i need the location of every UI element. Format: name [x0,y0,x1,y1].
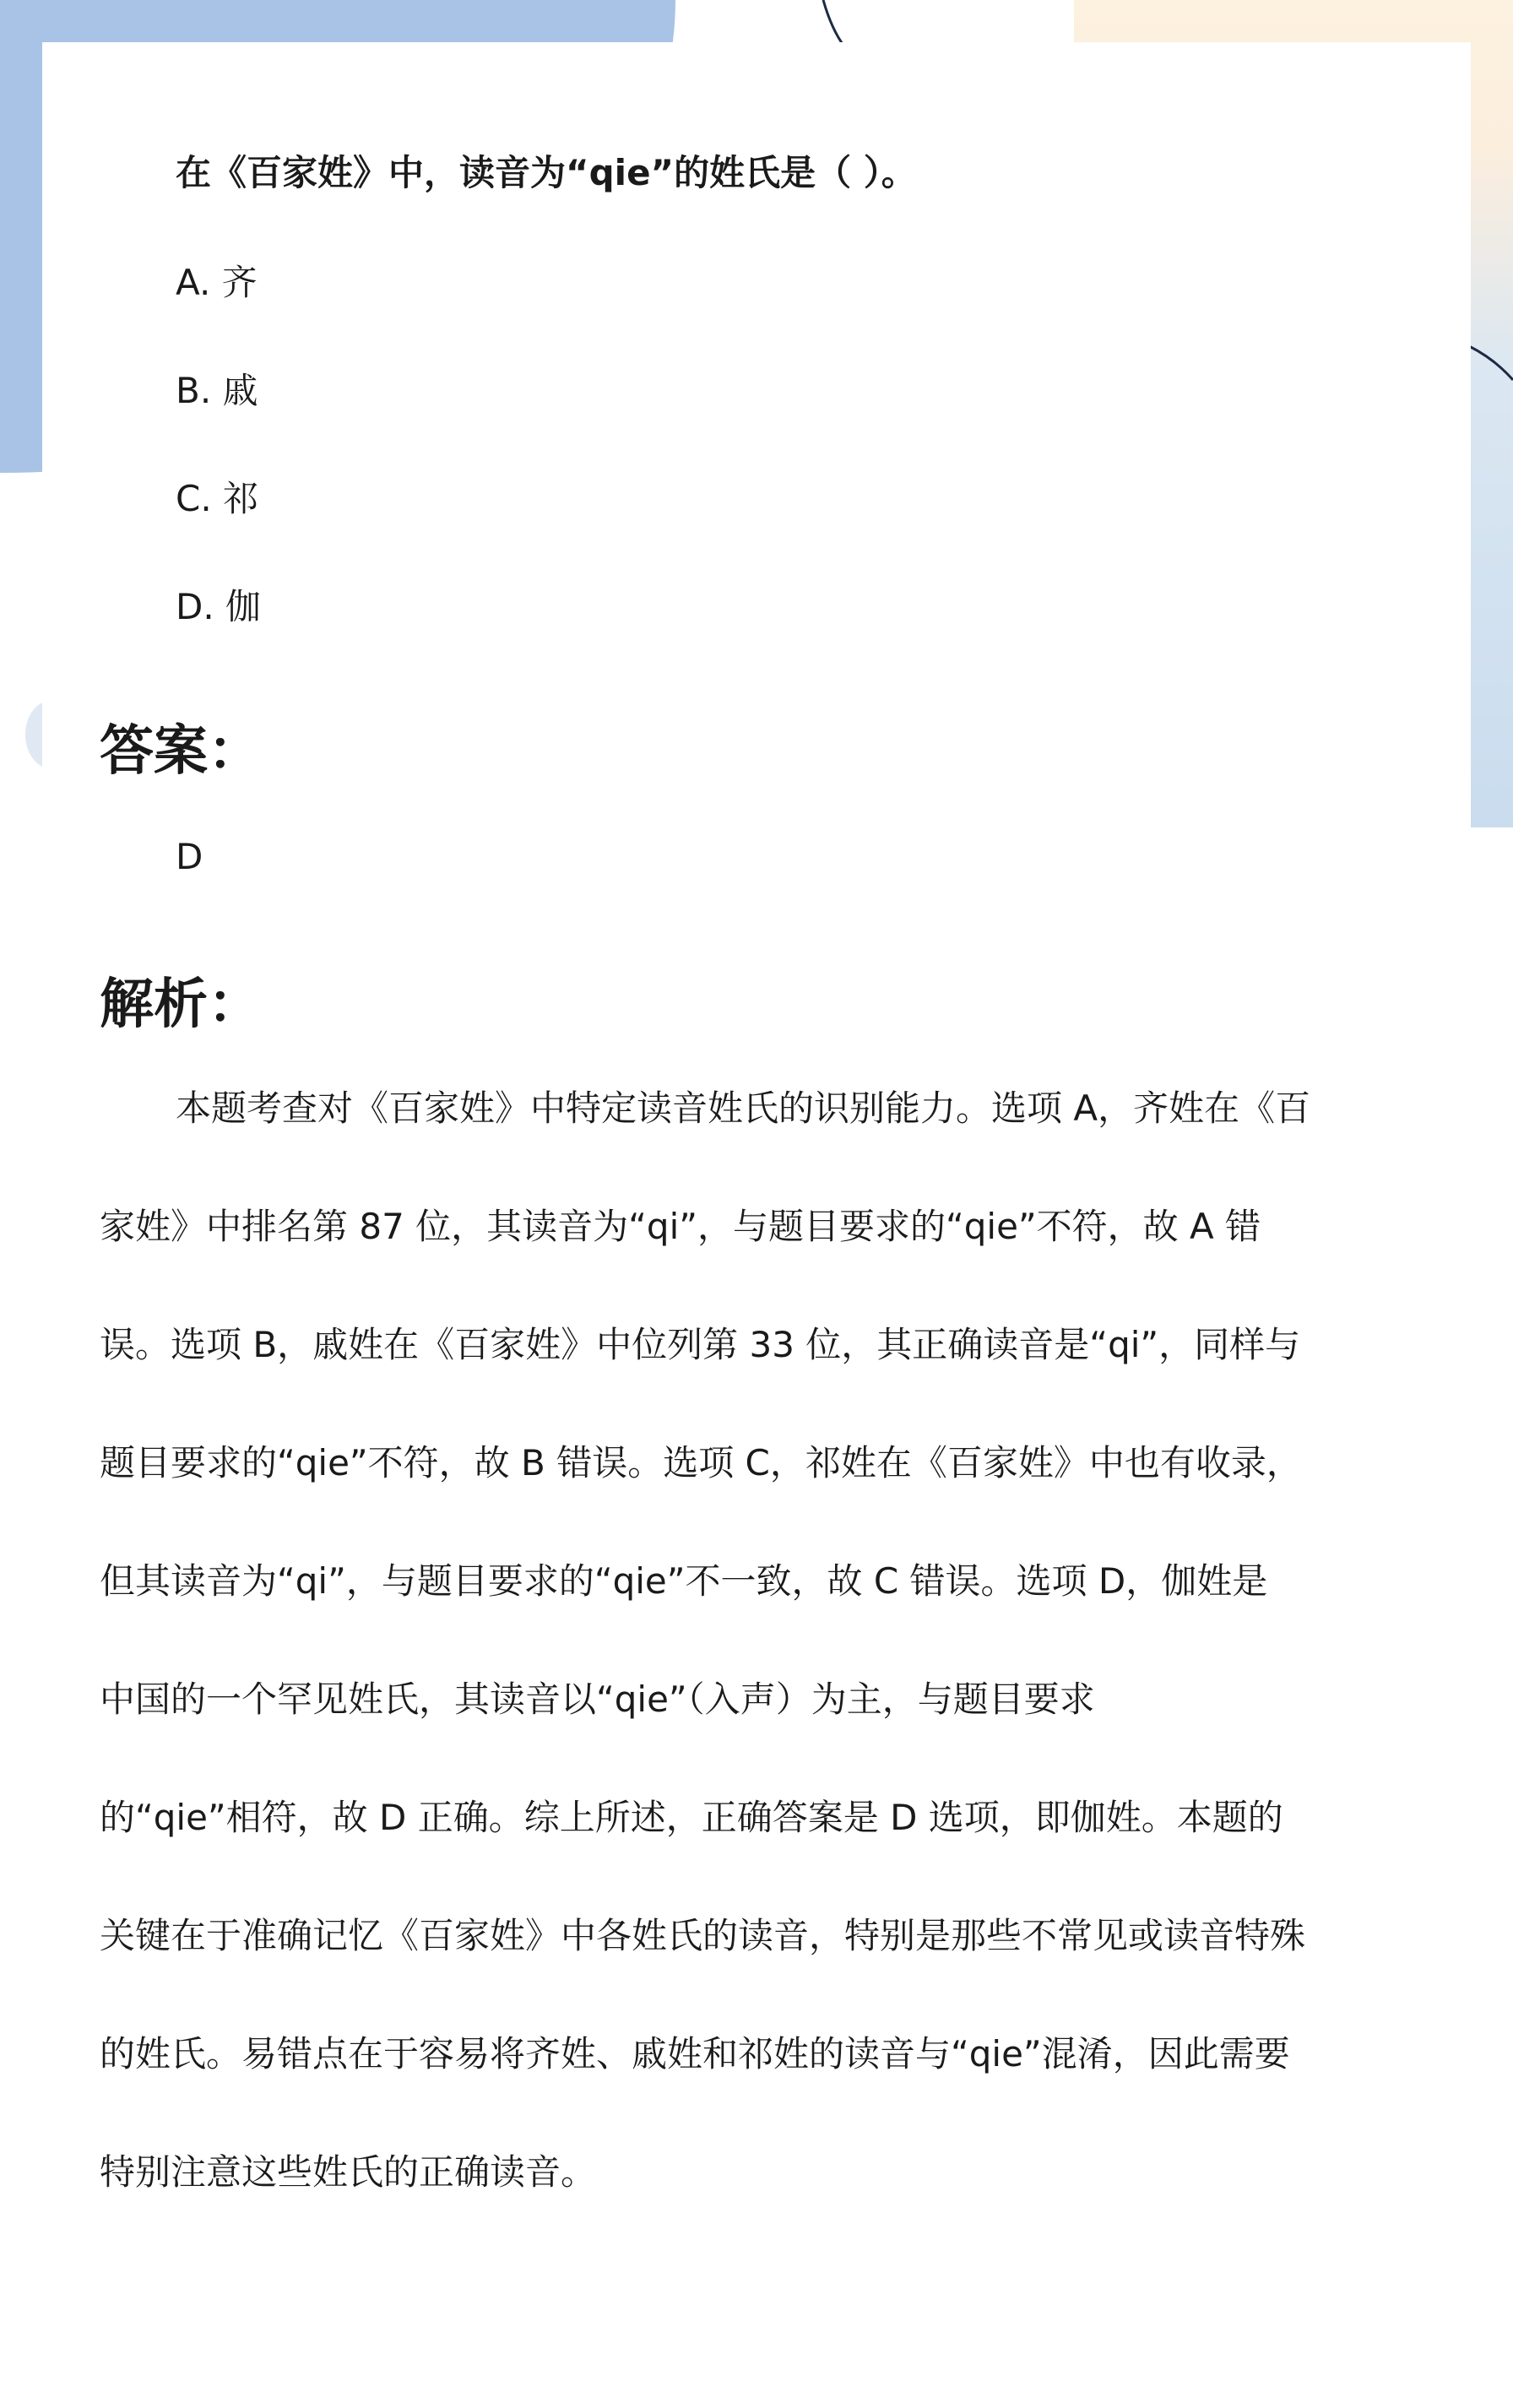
analysis-line: 家姓》中排名第 87 位，其读音为“qi”，与题目要求的“qie”不符，故 A 错 [100,1206,1261,1247]
analysis-title: 解析： [100,974,262,1036]
analysis-line: 的“qie”相符，故 D 正确。综上所述，正确答案是 D 选项，即伽姓。本题的 [100,1797,1283,1838]
option-c: C. 祁 [176,478,259,519]
analysis-line: 的姓氏。易错点在于容易将齐姓、戚姓和祁姓的读音与“qie”混淆，因此需要 [100,2033,1290,2074]
option-b: B. 戚 [176,370,258,411]
analysis-line: 但其读音为“qi”，与题目要求的“qie”不一致，故 C 错误。选项 D，伽姓是 [100,1560,1268,1602]
analysis-line: 特别注意这些姓氏的正确读音。 [100,2151,597,2193]
analysis-line: 中国的一个罕见姓氏，其读音以“qie”（入声）为主，与题目要求 [100,1679,1095,1720]
question-stem: 在《百家姓》中，读音为“qie”的姓氏是（ ）。 [176,152,917,193]
answer-value: D [176,836,203,877]
option-a: A. 齐 [176,262,258,303]
analysis-line: 题目要求的“qie”不符，故 B 错误。选项 C，祁姓在《百家姓》中也有收录， [100,1442,1302,1483]
analysis-line: 本题考查对《百家姓》中特定读音姓氏的识别能力。选项 A，齐姓在《百 [176,1087,1311,1129]
answer-title: 答案： [100,720,262,783]
analysis-line: 误。选项 B，戚姓在《百家姓》中位列第 33 位，其正确读音是“qi”，同样与 [100,1324,1301,1365]
analysis-line: 关键在于准确记忆《百家姓》中各姓氏的读音，特别是那些不常见或读音特殊 [100,1915,1306,1956]
option-d: D. 伽 [176,586,262,627]
